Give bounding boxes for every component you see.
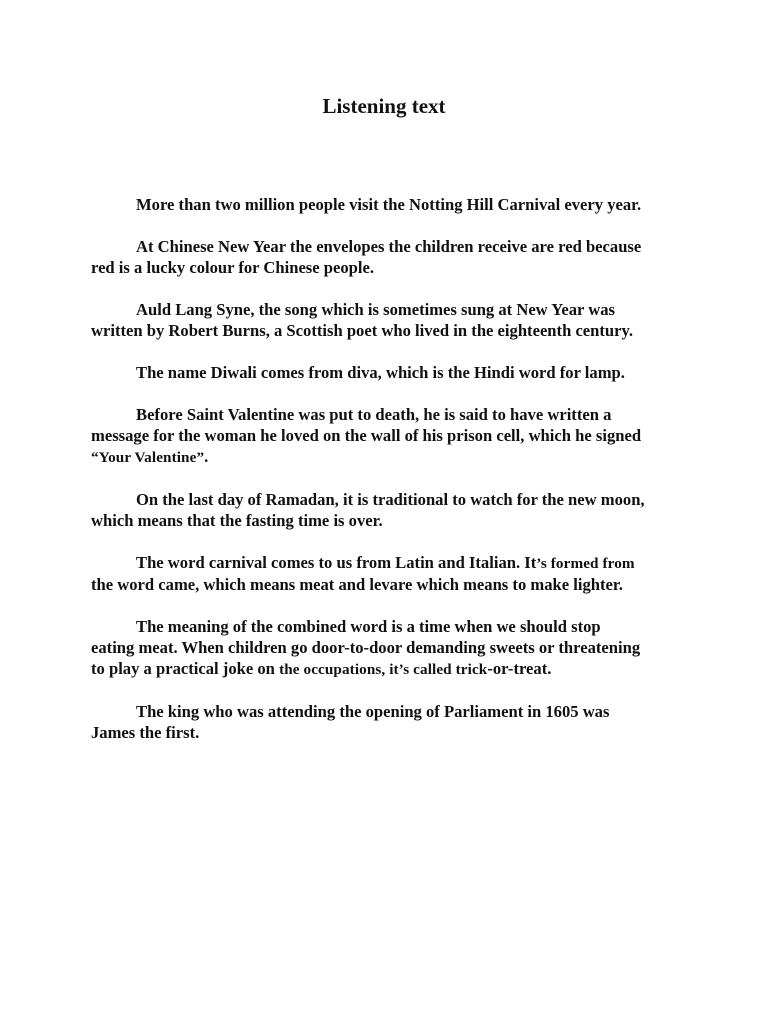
text-line: which means that the fasting time is over. [91,511,383,530]
text-line: The meaning of the combined word is a time when we should stop [136,617,601,636]
text-line: eating meat. When children go door-to-door demanding sweets or threatening [91,638,641,657]
text-line: James the first. [91,723,200,742]
text-segment: to play a practical joke on [91,659,280,678]
paragraph-chinese-new-year [91,236,681,278]
paragraph-diwali [91,362,681,383]
text-segment: -or-treat. [487,659,552,678]
text-line: At Chinese New Year the envelopes the children receive are red because [136,237,642,256]
paragraph-auld-lang-syne [91,299,681,341]
paragraph-parliament [91,701,681,743]
text-line: Before Saint Valentine was put to death, he is said to have written a [136,405,612,424]
text-line: On the last day of Ramadan, it is traditional to watch for the new moon, [136,490,645,509]
text-line: the word came, which means meat and levare which means to make lighter. [91,575,623,594]
text-line: More than two million people visit the Notting Hill Carnival every year. [136,195,642,214]
paragraph-carnival-origin [91,552,681,595]
text-line: Auld Lang Syne, the song which is sometimes sung at New Year was [136,300,615,319]
listening-text-body [91,194,681,764]
paragraph-saint-valentine [91,404,681,468]
text-line: red is a lucky colour for Chinese people. [91,258,375,277]
text-line [91,446,681,468]
paragraph-ramadan [91,489,681,531]
text-line [91,658,681,680]
paragraph-trick-or-treat [91,616,681,680]
sentence-end: . [204,447,209,466]
text-segment: The word carnival comes to us from Latin and Italian. It [136,553,537,572]
text-line: The king who was attending the opening of Parliament in 1605 was [136,702,610,721]
text-line: written by Robert Burns, a Scottish poet who lived in the eighteenth century. [91,321,634,340]
quoted-signature: “Your Valentine” [91,449,205,466]
page-title: Listening text [322,94,446,118]
text-segment-alt-font: ’s formed from [536,555,635,572]
text-line [91,552,681,574]
paragraph-notting-hill [91,194,681,215]
text-line: message for the woman he loved on the wall of his prison cell, which he signed [91,426,642,445]
text-segment-alt-font: the occupations, it’s called trick [279,661,488,678]
text-line: The name Diwali comes from diva, which is the Hindi word for lamp. [136,363,625,382]
